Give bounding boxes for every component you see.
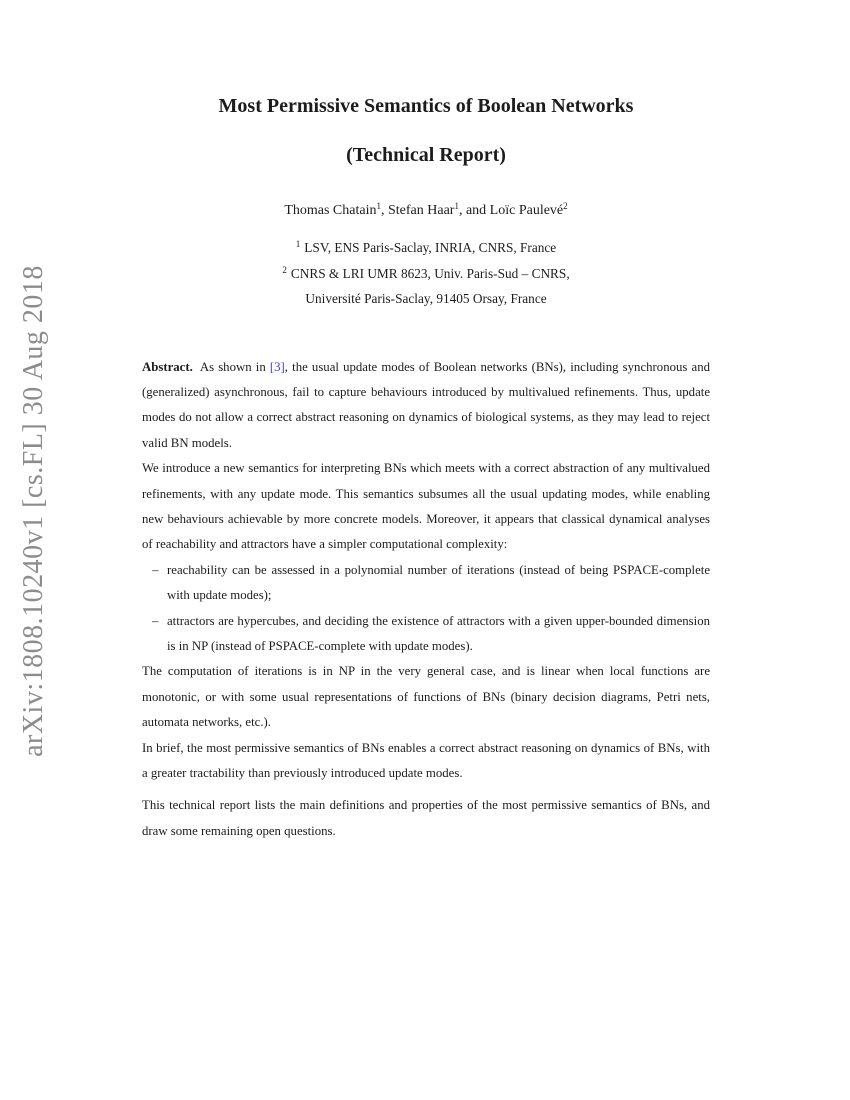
abstract-paragraph-4: In brief, the most permissive semantics of BNs enables a correct abstract reasoning on dynamics of BNs, with a greater tractability than previously introduced update modes. bbox=[142, 740, 710, 780]
affiliation-line bbox=[142, 286, 710, 312]
paper-title: Most Permissive Semantics of Boolean Networks bbox=[218, 95, 634, 117]
affiliations-block bbox=[142, 235, 710, 312]
bullet-dash: – bbox=[152, 613, 159, 628]
author-separator: , and bbox=[458, 203, 490, 218]
affiliation-line bbox=[142, 261, 710, 287]
title-block bbox=[142, 94, 710, 167]
abstract-paragraph-3: The computation of iterations is in NP in the very general case, and is linear when local functions are monotonic, or with some usual representations of functions of BNs (binary decision diagrams, Petri nets, automata networks, etc.). bbox=[142, 664, 710, 730]
abstract-paragraph-1 bbox=[142, 355, 710, 457]
author-separator: , bbox=[380, 203, 388, 218]
affiliation-line bbox=[142, 235, 710, 261]
citation-link-3[interactable]: [3] bbox=[269, 359, 285, 374]
paper-subtitle: (Technical Report) bbox=[346, 144, 506, 166]
authors-line bbox=[142, 203, 710, 219]
abstract-text: , the usual update modes of Boolean networks (BNs), including synchronous and (generalized) asynchronous, fail to capture behaviours introduced by multivalued refinements. Thus, update modes do not allow a correct abstract reasoning on dynamics of biological systems, as they may lead to reject valid BN models. bbox=[142, 359, 710, 450]
author-name: Thomas Chatain bbox=[284, 203, 377, 218]
affiliation-text: Université Paris-Saclay, 91405 Orsay, France bbox=[305, 291, 547, 306]
affiliation-number: 2 bbox=[282, 264, 287, 275]
affiliation-text: CNRS & LRI UMR 8623, Univ. Paris-Sud – CNRS, bbox=[290, 265, 570, 281]
abstract-label: Abstract. bbox=[142, 359, 193, 374]
bullet-item bbox=[152, 558, 710, 609]
bullet-text: reachability can be assessed in a polynomial number of iterations (instead of being PSPACE-complete with update modes); bbox=[167, 562, 710, 603]
arxiv-watermark: arXiv:1808.10240v1 [cs.FL] 30 Aug 2018 bbox=[18, 265, 49, 757]
bullet-item bbox=[152, 609, 710, 660]
abstract-section bbox=[142, 355, 710, 845]
author-name: Loïc Paulevé bbox=[489, 203, 564, 218]
bullet-dash: – bbox=[152, 562, 159, 577]
affiliation-number: 1 bbox=[295, 239, 301, 249]
author-name: Stefan Haar bbox=[387, 203, 455, 218]
bullet-text: attractors are hypercubes, and deciding the existence of attractors with a given upper-bounded dimension is in NP (instead of PSPACE-complete with update modes). bbox=[167, 613, 710, 653]
closing-paragraph: This technical report lists the main definitions and properties of the most permissive semantics of BNs, and draw some remaining open questions. bbox=[142, 798, 710, 838]
author-affiliation-ref: 1 bbox=[376, 201, 381, 211]
paper-page bbox=[142, 0, 710, 844]
abstract-paragraph-2: We introduce a new semantics for interpreting BNs which meets with a correct abstraction of any multivalued refinements, with any update mode. This semantics subsumes all the usual updating modes, while enabling new behaviours achievable by more concrete models. Moreover, it appears that classical dynamical analyses of reachability and attractors have a simpler computational complexity: bbox=[142, 461, 710, 552]
abstract-text: As shown in bbox=[199, 359, 270, 374]
author-affiliation-ref: 1 bbox=[454, 201, 459, 211]
affiliation-text: LSV, ENS Paris-Saclay, INRIA, CNRS, France bbox=[304, 240, 557, 255]
abstract-bullet-list bbox=[142, 558, 710, 660]
author-affiliation-ref: 2 bbox=[563, 201, 568, 211]
